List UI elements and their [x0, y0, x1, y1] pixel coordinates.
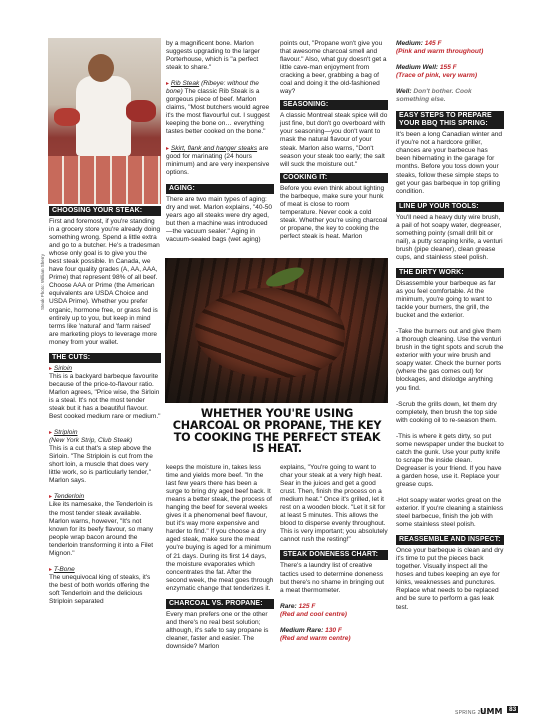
column-3-top	[280, 40, 388, 241]
arrow-icon: ▸	[49, 365, 53, 372]
col2-continuation: by a magnificent bone. Marlon suggests upgrading to the larger Porterhouse, which is "a perfect steak to share."	[166, 40, 260, 72]
tbone-title: T-Bone	[53, 565, 75, 573]
ribsteak-sub: (Ribeye: without the bone)	[166, 80, 259, 96]
striploin-sub: (New York Strip, Club Steak)	[49, 437, 133, 445]
choosing-header: CHOOSING YOUR STEAK:	[49, 206, 161, 216]
arrow-icon: ▸	[166, 81, 170, 88]
cooking-body: Before you even think about lighting the barbeque, make sure your hunk of meat is close to room temperature. Never cook a cold steak. Whether you're using charcoal or propane, the key to cooking the perfect steak is heat. Marlon	[280, 184, 388, 240]
column-2-top	[166, 40, 274, 244]
column-4	[396, 40, 504, 612]
arrow-icon: ▸	[166, 145, 170, 152]
rare-temp: 125 F	[298, 602, 316, 610]
easy-steps-header: EASY STEPS TO PREPARE YOUR BBQ THIS SPRING:	[396, 111, 504, 129]
rare-desc: (Red and cool centre)	[280, 610, 347, 618]
arrow-icon: ▸	[49, 566, 53, 573]
doneness-header: STEAK DONENESS CHART:	[280, 550, 388, 560]
step-bucket: -This is where it gets dirty, so put some newspaper under the bucket to catch the gunk. Use your putty knife to scrape the inside clean. Degreaser is your friend. If you have a garden hose, use it. Replace your grease cups.	[396, 432, 504, 488]
arrow-icon: ▸	[49, 494, 53, 501]
choosing-body: First and foremost, if you're standing in a grocery store you're already doing something wrong. Spend a little extra and go to a butcher. He's a tradesman whose only goal is to give you the best steak possible. In Canada, we have four quality grades (A, AA, AAA, Prime) that represent 98% of all beef. Choose AAA or Prime (the American equivalents are USDA Choice and USDA Prime). Whether you prefer organic, hormone free, or grass fed is entirely up to you, but keep in mind terms like 'natural' and 'farm raised' are marketing ploys to leverage more money from your wallet.	[49, 218, 161, 346]
arrow-icon: ▸	[49, 430, 53, 437]
col3b-body: explains, "You're going to want to char your steak at a very high heat. Sear in the juices and get a good crust. Then, finish the process on a medium heat." Once it's grilled, let it rest on a wooden block. "Let it sit for at least 5 minutes. This allows the blood to disperse evenly throughout. This is very important; you absolutely cannot rush the resting!"	[280, 464, 388, 544]
sirloin-title: Sirloin	[53, 364, 73, 372]
sirloin-body: This is a backyard barbeque favourite because of the price-to-flavour ratio. Marlon agrees, "Price wise, the Sirloin is a steal. It's not the most tender steak but it has a beautiful flavour. Best cooked medium rare or medium."	[49, 372, 161, 421]
medium-well-desc: (Trace of pink, very warm)	[396, 72, 478, 80]
footer-season: SPRING 2011	[455, 710, 490, 716]
dirty-work-body: Disassemble your barbeque as far as you feel comfortable. At the minimum, you're going to want to tackle your burners, the grill, the bucket and the exterior.	[396, 279, 496, 320]
skirt-title: Skirt, flank and hanger steaks	[170, 144, 258, 152]
reassemble-header: REASSEMBLE AND INSPECT:	[396, 535, 504, 545]
doneness-body: There's a laundry list of creative tactics used to determine doneness but there's no shame in bringing out a meat thermometer.	[280, 562, 384, 594]
easy-steps-body: It's been a long Canadian winter and if you're not a hardcore griller, chances are your barbecue has been hibernating in the garage for months. Before you toss down your steaks, follow these simple steps to get your gas barbeque in top grilling condition.	[396, 131, 503, 195]
tbone-body: The unequivocal king of steaks, it's the best of both worlds offering the soft Tenderloin and the delicious Striploin separated	[49, 573, 151, 605]
rare-label: Rare:	[280, 602, 297, 610]
dirty-work-header: THE DIRTY WORK:	[396, 268, 504, 278]
striploin-title: Striploin	[53, 429, 78, 437]
ribsteak-title: Rib Steak	[170, 80, 200, 88]
medium-temp: 145 F	[424, 40, 442, 47]
well-label: Well:	[396, 88, 412, 96]
ribsteak-body: The classic Rib Steak is a gorgeous piece of beef. Marlon claims, "Most butchers would agree it's the most flavourful cut. I suggest keeping the bone on… everything tastes better cooked on the bone."	[166, 88, 270, 136]
butcher-photo	[48, 38, 161, 204]
cuts-header: THE CUTS:	[49, 353, 161, 363]
skirt-body: are good for marinating (24 hours minimum) and are very inexpensive options.	[166, 144, 270, 176]
step-grills: -Scrub the grills down, let them dry completely, then brush the top side with cooking oil to re-season them.	[396, 400, 498, 424]
charcoal-vs-propane-body: Every man prefers one or the other and there's no real best solution; although, it's safe to say propane is cleaner, faster and easier. The downside? Marlon	[166, 610, 269, 650]
column-1	[49, 206, 161, 606]
seasoning-body: A classic Montreal steak spice will do just fine, but don't go overboard with your seasoning—you don't want to mask the natural flavour of your steak. Marlon also warns, "Don't season your steak too early; the salt will suck the moisture out."	[280, 112, 388, 168]
aging-body: There are two main types of aging: dry and wet. Marlon explains, "40-50 years ago all steaks were dry aged, but then a machine was introduced—the vacuum sealer." Aging in vacuum-sealed bags (wet aging)	[166, 195, 273, 243]
step-exterior: -Hot soapy water works great on the exterior. If you're cleaning a stainless steel barbecue, finish the job with some stainless steel polish.	[396, 497, 504, 529]
medium-rare-label: Medium Rare:	[280, 626, 324, 634]
medium-label: Medium:	[396, 40, 423, 47]
magazine-logo: UMM	[480, 707, 503, 716]
col3-continuation: points out, "Propane won't give you that awesome charcoal smell and flavour." Also, what guy doesn't get a little cave-man enjoyment from cracking a beer, grabbing a bag of coal and doing it the old-fashioned way?	[280, 40, 387, 96]
medium-well-label: Medium Well:	[396, 64, 439, 72]
column-2-bottom	[166, 464, 274, 651]
tools-body: You'll need a heavy duty wire brush, a pail of hot soapy water, degreaser, something pointy (small drill bit or nail), a putty scraping knife, a venturi brush (pipe cleaner), clean grease cups, and stainless steel polish.	[396, 213, 503, 261]
well-desc: Don't bother. Cook something else.	[396, 88, 472, 104]
aging-header: AGING:	[166, 184, 274, 194]
col2b-body: keeps the moisture in, takes less time and yields more beef. "In the last few years there has been a surge to bring dry aged beef back. It means a better steak, the process of hanging the beef for several weeks gives it a phenomenal beef flavour, but it's way more expensive and harder to find." If you choose a dry aged steak, make sure the meat you're buying is aged for a minimum of 21 days. During its first 14 days, the moisture evaporates which concentrates the fat. After the second week, the meat goes through enzymatic change that tenderizes it.	[166, 464, 274, 592]
column-3-bottom	[280, 464, 388, 643]
pull-quote: WHETHER YOU'RE USING CHARCOAL OR PROPANE, THE KEY TO COOKING THE PERFECT STEAK IS HEAT.	[172, 407, 382, 456]
striploin-body: This is a cut that's a step above the Sirloin. "The Striploin is cut from the short loin, a muscle that does very little work, so is particularly tender," Marlon says.	[49, 445, 153, 485]
charcoal-vs-propane-header: CHARCOAL VS. PROPANE:	[166, 599, 274, 609]
tenderloin-body: Like its namesake, the Tenderloin is the most tender steak available. Marlon warns, however, "It's not known for its beefy flavour, so many people wrap bacon around the tenderloin transforming it into a Filet Mignon."	[49, 501, 154, 557]
medium-well-temp: 155 F	[439, 64, 457, 72]
tools-header: LINE UP YOUR TOOLS:	[396, 202, 504, 212]
page-number: 83	[509, 706, 517, 713]
step-burners: -Take the burners out and give them a thorough cleaning. Use the venturi brush in the tight spots and scrub the exterior with your wire brush and soapy water. Check the burner ports (where the gas comes out) for blockages, and dislodge anything you find.	[396, 328, 504, 392]
photo-credit: Steak Photo: William Sherry	[40, 253, 45, 310]
steak-photo	[165, 258, 388, 403]
seasoning-header: SEASONING:	[280, 100, 388, 110]
cooking-header: COOKING IT:	[280, 173, 388, 183]
medium-rare-temp: 130 F	[325, 626, 342, 634]
medium-desc: (Pink and warm throughout)	[396, 48, 484, 56]
reassemble-body: Once your barbeque is clean and dry it's time to put the pieces back together. Visually inspect all the hoses and tubes keeping an eye for kinks, weaknesses and punctures. Replace what needs to be replaced and be sure to perform a gas leak test.	[396, 547, 504, 611]
tenderloin-title: Tenderloin	[53, 493, 85, 501]
medium-rare-desc: (Red and warm centre)	[280, 634, 351, 642]
